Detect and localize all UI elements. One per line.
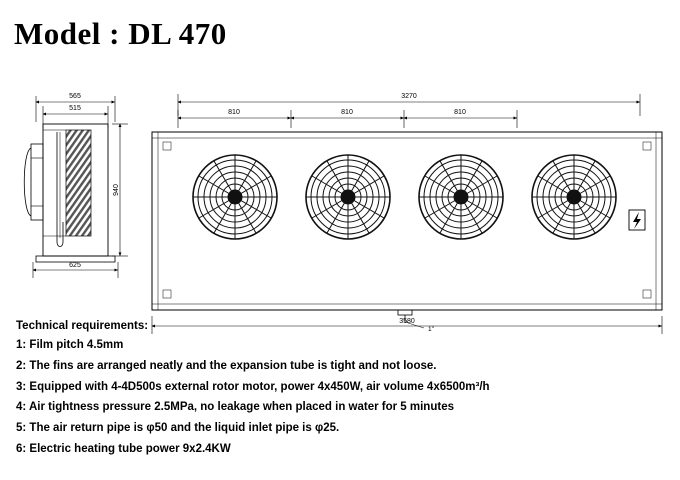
note-item-5: 5: The air return pipe is φ50 and the liquid inlet pipe is φ25. (16, 422, 340, 435)
page-title: Model : DL 470 (14, 16, 227, 51)
fan-3 (419, 155, 503, 239)
fan-4 (532, 155, 616, 239)
dim-label-940: 940 (113, 184, 120, 196)
fan-1 (193, 155, 277, 239)
note-item-1: 1: Film pitch 4.5mm (16, 339, 124, 351)
notes-heading: Technical requirements: (16, 320, 149, 332)
dim-label-3580: 3580 (399, 318, 415, 325)
fan-2 (306, 155, 390, 239)
dim-label-810-2: 810 (341, 109, 353, 116)
technical-requirements (16, 320, 656, 464)
dim-label-515: 515 (69, 105, 81, 112)
electric-box (629, 210, 645, 230)
dim-label-810-1: 810 (228, 109, 240, 116)
note-item-2: 2: The fins are arranged neatly and the expansion tube is tight and not loose. (16, 359, 437, 372)
front-view-group (152, 94, 662, 334)
dim-label-810-3: 810 (454, 109, 466, 116)
side-dim-940 (112, 124, 128, 256)
dim-label-3270: 3270 (401, 93, 417, 100)
dim-label-625: 625 (69, 262, 81, 269)
note-item-6: 6: Electric heating tube power 9x2.4KW (16, 442, 231, 455)
dim-label-565: 565 (69, 93, 81, 100)
pipe-size-label: 1" (428, 326, 434, 333)
side-view-group (24, 96, 128, 278)
note-item-3: 3: Equipped with 4-4D500s external rotor motor, power 4x450W, air volume 4x6500m³/h (16, 380, 490, 393)
note-item-4: 4: Air tightness pressure 2.5MPa, no leakage when placed in water for 5 minutes (16, 401, 454, 414)
